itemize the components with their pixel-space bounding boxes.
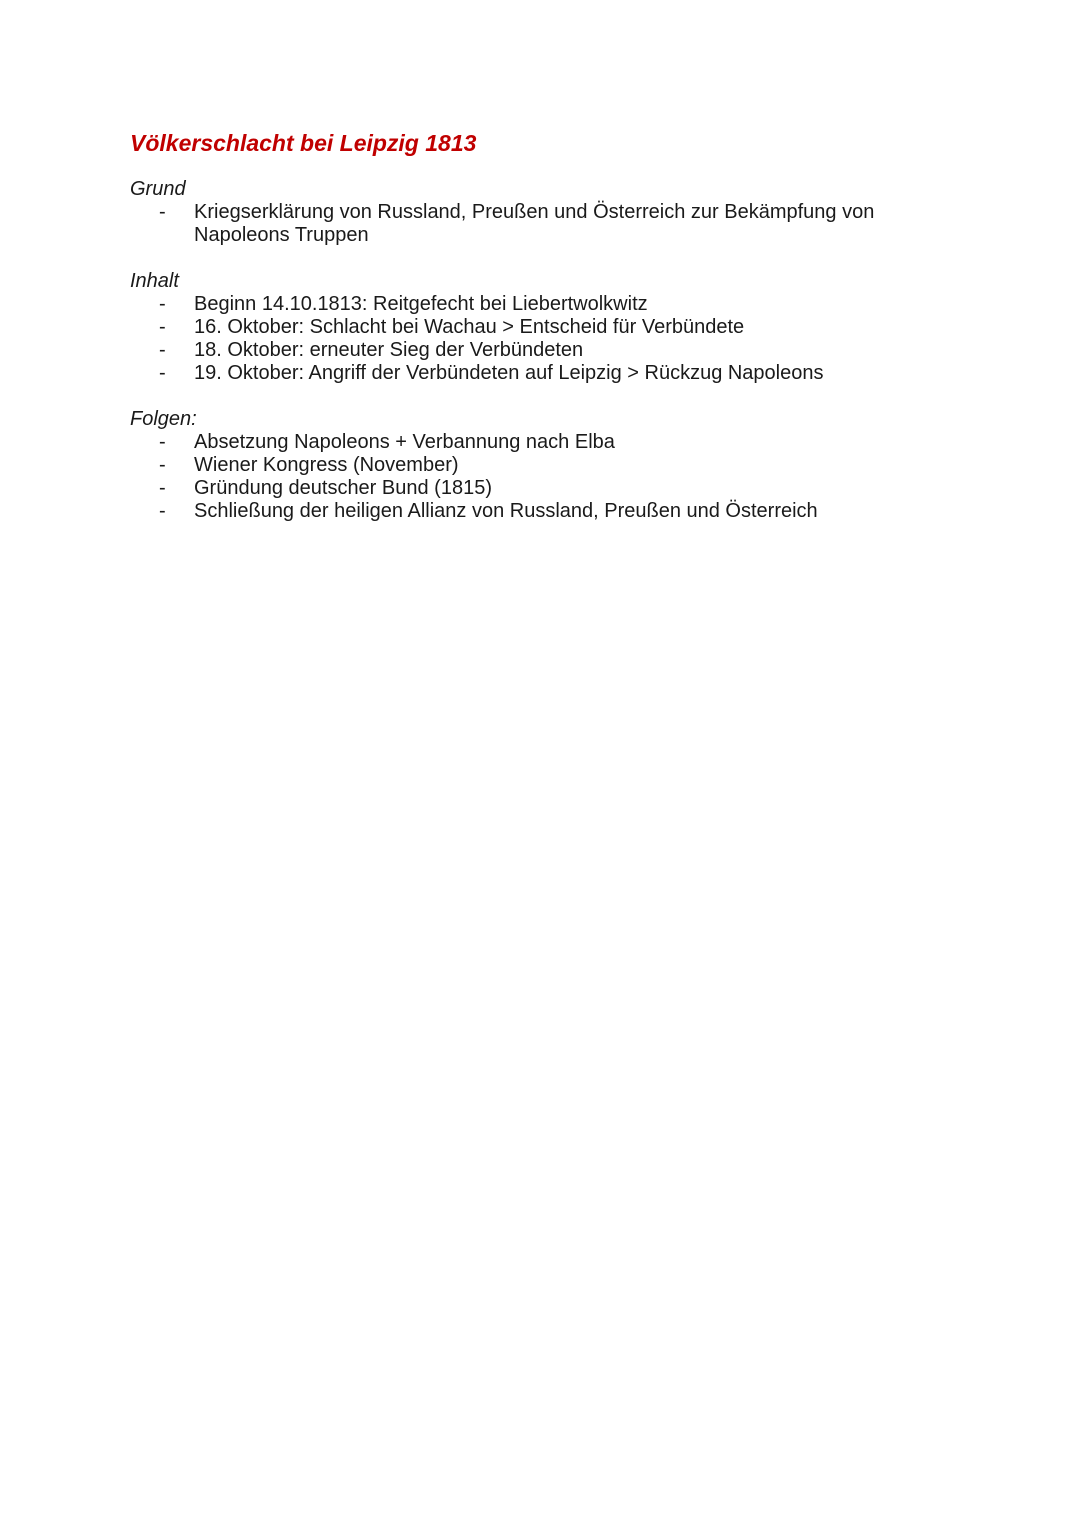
list-item xyxy=(130,362,950,385)
list-item xyxy=(130,201,950,247)
list-grund xyxy=(130,201,950,247)
bullet-dash: - xyxy=(159,339,166,361)
bullet-dash: - xyxy=(159,201,166,223)
list-item xyxy=(130,293,950,316)
list-item-text: 16. Oktober: Schlacht bei Wachau > Entscheid für Verbündete xyxy=(194,316,745,338)
bullet-dash: - xyxy=(159,316,166,338)
bullet-dash: - xyxy=(159,454,166,476)
list-item-text: Beginn 14.10.1813: Reitgefecht bei Liebertwolkwitz xyxy=(194,293,648,315)
list-item-text: Wiener Kongress (November) xyxy=(194,454,459,476)
bullet-dash: - xyxy=(159,293,166,315)
bullet-dash: - xyxy=(159,362,166,384)
section-folgen xyxy=(130,408,950,523)
list-inhalt xyxy=(130,293,950,385)
bullet-dash: - xyxy=(159,500,166,522)
list-item-text: 19. Oktober: Angriff der Verbündeten auf Leipzig > Rückzug Napoleons xyxy=(194,362,824,384)
list-item-text: Absetzung Napoleons + Verbannung nach Elba xyxy=(194,431,615,453)
list-item-text: Schließung der heiligen Allianz von Russland, Preußen und Österreich xyxy=(194,500,818,522)
list-item xyxy=(130,339,950,362)
list-item xyxy=(130,500,950,523)
section-heading-grund: Grund xyxy=(130,178,186,200)
section-heading-inhalt: Inhalt xyxy=(130,270,179,292)
document-title: Völkerschlacht bei Leipzig 1813 xyxy=(130,130,477,156)
section-inhalt xyxy=(130,270,950,385)
list-item-text: 18. Oktober: erneuter Sieg der Verbündeten xyxy=(194,339,584,361)
list-item xyxy=(130,431,950,454)
list-item-text: Gründung deutscher Bund (1815) xyxy=(194,477,492,499)
list-item xyxy=(130,454,950,477)
section-heading-folgen: Folgen: xyxy=(130,408,197,430)
list-folgen xyxy=(130,431,950,523)
list-item-text: Kriegserklärung von Russland, Preußen und Österreich zur Bekämpfung von Napoleons Truppen xyxy=(194,201,875,246)
bullet-dash: - xyxy=(159,477,166,499)
section-grund xyxy=(130,178,950,247)
bullet-dash: - xyxy=(159,431,166,453)
list-item xyxy=(130,477,950,500)
list-item xyxy=(130,316,950,339)
